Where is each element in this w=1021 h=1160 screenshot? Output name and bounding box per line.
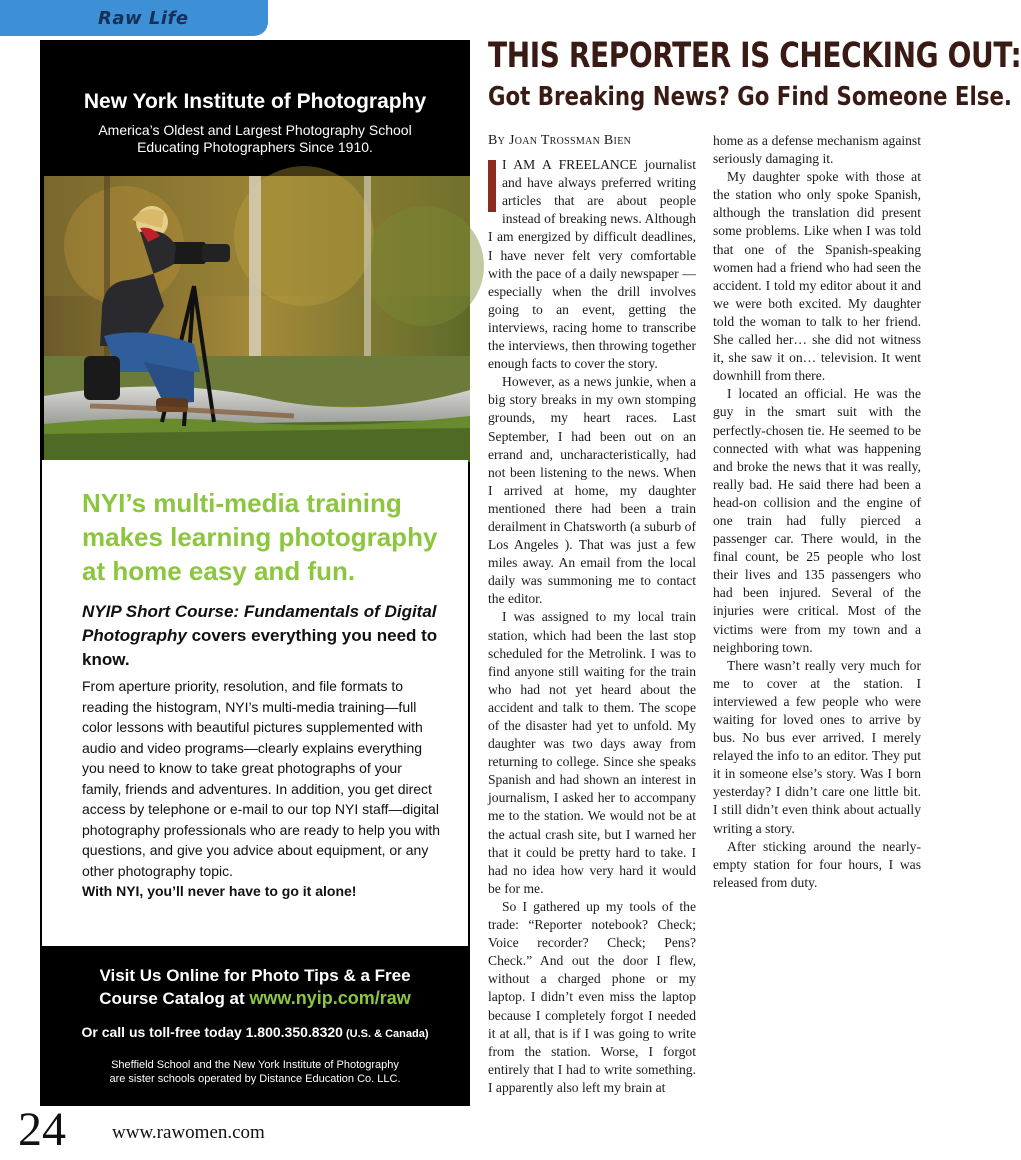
section-label: Raw Life	[98, 8, 189, 29]
ad-subtitle-line-2: Educating Photographers Since 1910.	[137, 139, 373, 155]
ad-headline	[82, 486, 452, 588]
ad-headline-line-1: NYI’s multi-media training	[82, 488, 402, 518]
ad-body	[42, 460, 468, 946]
ad-subtitle	[42, 122, 468, 156]
article-column-1	[488, 132, 696, 1097]
article-byline: By Joan Trossman Bien	[488, 133, 632, 148]
ad-closing: With NYI, you’ll never have to go it alone!	[82, 883, 357, 899]
ad-visit	[42, 964, 468, 1010]
article-headline: THIS REPORTER IS CHECKING OUT:	[488, 36, 1021, 76]
advertisement	[40, 40, 470, 1106]
photographer-photo	[44, 176, 470, 462]
article-column-2	[713, 132, 921, 892]
ad-course-text	[82, 600, 442, 672]
page-number: 24	[18, 1103, 66, 1156]
article-paragraph-3: I was assigned to my local train station, which had been the last stop scheduled for the Metrolink. I was to find anyone still waiting for the train who had not yet heard about the accident and talk to them. The scope of the disaster had yet to unfold. My daughter was two days away from returning to college. Since she speaks Spanish and had shown an interest in journalism, I asked her to accompany me to the station. We would not be at the actual crash site, but I warned her that it could be pretty hard to take. I had no idea how very hard it would be for me.	[488, 609, 696, 896]
drop-cap-bar	[488, 160, 496, 212]
ad-headline-line-3: at home easy and fun.	[82, 556, 356, 586]
ad-phone: Or call us toll-free today 1.800.350.8320	[81, 1024, 343, 1040]
article-paragraph-8: After sticking around the nearly-empty station for four hours, I was released from duty.	[713, 838, 921, 890]
article-paragraph-1	[488, 156, 696, 373]
article-subheadline: Got Breaking News? Go Find Someone Else.	[488, 82, 1013, 112]
ad-headline-line-2: makes learning photography	[82, 522, 438, 552]
ad-course-rest: covers everything you need to know.	[82, 626, 438, 669]
article-paragraph-4: So I gathered up my tools of the trade: “Reporter notebook? Check; Voice recorder? Check; Pens? Check.” And out the door I flew, without a charged phone or my laptop. I didn’t even miss the laptop because I completely forgot I needed it at all, that is if I was going to write from the station. Worse, I forgot entirely that I had to write something. I apparently also left my brain at	[488, 898, 696, 1095]
ad-phone-region: (U.S. & Canada)	[342, 1028, 429, 1040]
article-paragraph-5: My daughter spoke with those at the station who only spoke Spanish, although the translation did present some problems. Like when I was told that one of the Spanish-speaking women had a friend who had seen the accident. I told my editor about it and we were both excited. My daughter told the woman to talk to her friend. She called her… she did not witness it, she saw it on… television. It went downhill from there.	[713, 169, 921, 384]
ad-sister-schools	[42, 1058, 468, 1086]
ad-visit-label: Course Catalog at	[99, 989, 250, 1008]
photographer-illustration	[44, 176, 470, 462]
ad-sister-line-2: are sister schools operated by Distance Education Co. LLC.	[109, 1073, 401, 1085]
article-lead-rest: journalist and have always preferred writing articles that are about people instead of breaking news. Although I am energized by difficult deadlines, I have never felt very comfortable with the pace of a daily newspaper — especially when the drill involves going to an event, getting the interviews, racing home to transcribe the interviews, then throwing together enough facts to cover the story.	[488, 157, 697, 372]
article-lead-caps: I AM A FREELANCE	[502, 157, 638, 173]
ad-description	[82, 676, 442, 902]
ad-title: New York Institute of Photography	[83, 90, 427, 113]
article-paragraph-2: However, as a news junkie, when a big story breaks in my own stomping grounds, my heart races. Last September, I had been out on an errand and, uncharacteristically, had not been listening to the news. When I arrived at home, my daughter mentioned there had been a train derailment in Chatsworth (a suburb of Los Angeles ). That was just a few miles away. An email from the local daily was summoning me to contact the editor.	[488, 374, 696, 607]
ad-visit-line-2	[42, 987, 468, 1010]
ad-description-text: From aperture priority, resolution, and file formats to reading the histogram, NYI’s multi-media training—full color lessons with beautiful pictures supplemented with audio and video programs—clearly explains everything you need to know to take great photographs of your family, friends and adventures. In addition, you get direct access by telephone or e-mail to our top NYI staff—digital photography professionals who are ready to help you with questions, and give you advice about equipment, or any other photography topic.	[82, 678, 440, 879]
ad-sister-line-1: Sheffield School and the New York Institute of Photography	[111, 1059, 399, 1071]
ad-call	[42, 1024, 468, 1040]
ad-url-link[interactable]: www.nyip.com/raw	[249, 988, 411, 1008]
ad-visit-line-1: Visit Us Online for Photo Tips & a Free	[99, 966, 411, 985]
ad-course-name: NYIP Short Course: Fundamentals of Digital Photography	[82, 602, 437, 645]
footer-url: www.rawomen.com	[112, 1122, 265, 1143]
section-tab	[0, 0, 268, 36]
article-paragraph-4-continued: home as a defense mechanism against seriously damaging it.	[713, 133, 921, 167]
ad-subtitle-line-1: America’s Oldest and Largest Photography School	[98, 122, 412, 138]
article-paragraph-7: There wasn’t really very much for me to cover at the station. I interviewed a few people who were waiting for loved ones to arrive by bus. No bus ever arrived. I merely relayed the info to an editor. They put it in someone else’s story. Was I born yesterday? I didn’t care one little bit. I still didn’t even think about actually writing a story.	[713, 657, 921, 836]
article-paragraph-6: I located an official. He was the guy in the smart suit with the perfectly-chosen tie. He seemed to be connected with what was happening and broke the news that it was really, really bad. He said there had been a head-on collision and the engine of one train had fully pierced a passenger car. There would, in the final count, be 25 people who lost their lives and 135 passengers who had been injured. Several of the injuries were critical. Most of the victims were from my town and a neighboring town.	[713, 386, 921, 655]
